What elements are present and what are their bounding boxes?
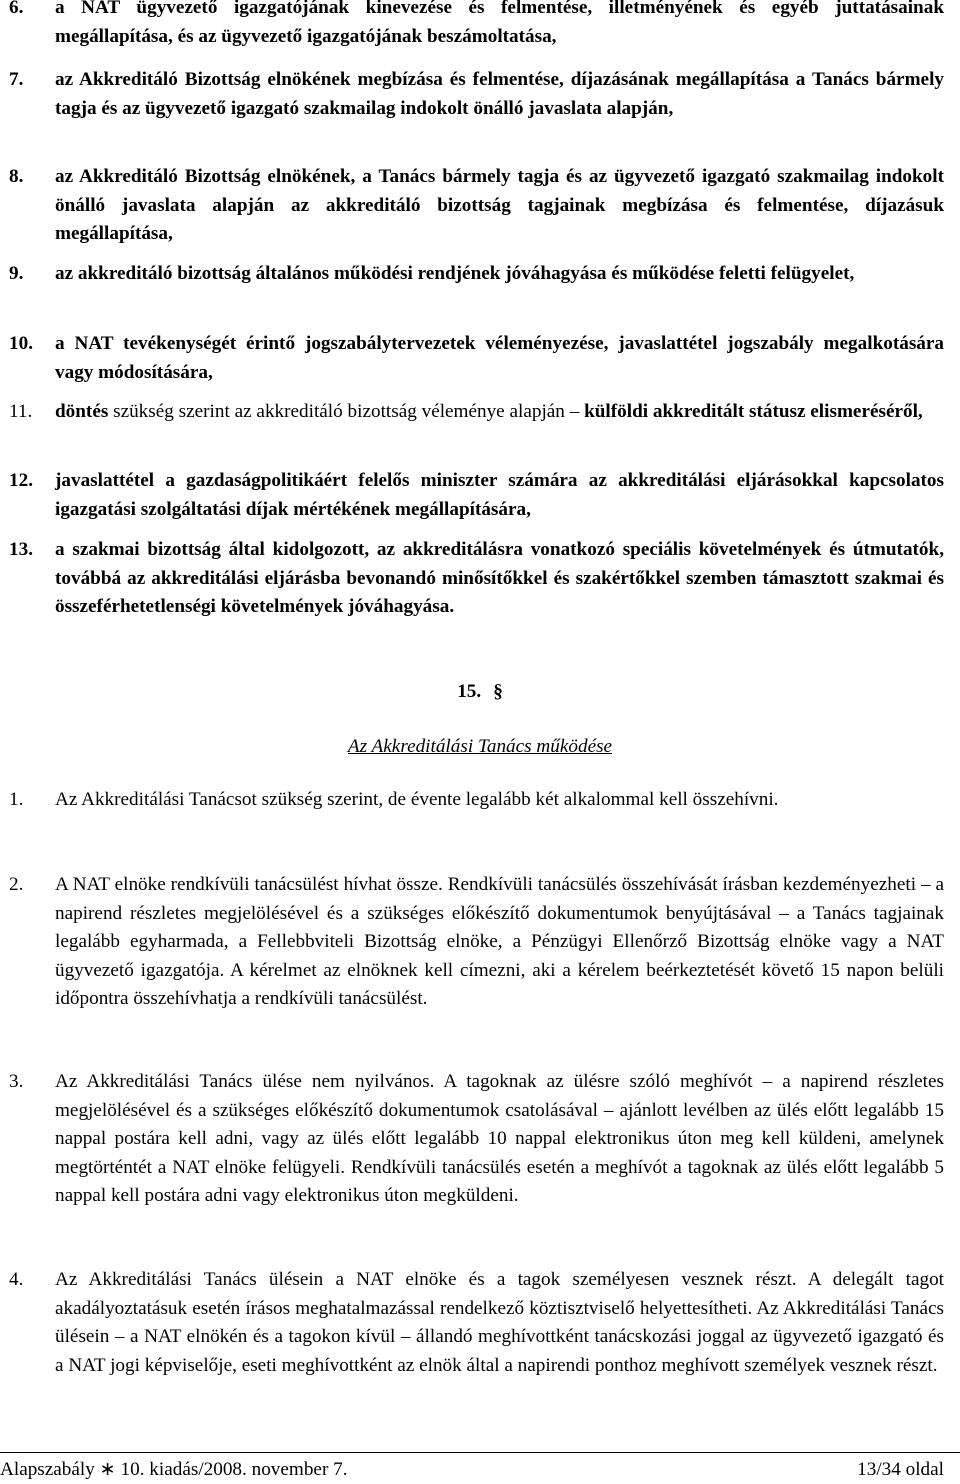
section-symbol: § [493, 681, 503, 702]
item-number: 10. [9, 333, 33, 354]
item-text: az akkreditáló bizottság általános működési rendjének jóváhagyása és működése feletti felügyelet, [55, 263, 855, 284]
paragraph [9, 786, 944, 815]
list-item [9, 398, 944, 427]
item-number: 11. [9, 401, 33, 422]
section-title-row [0, 733, 960, 761]
item-number: 12. [9, 470, 33, 491]
list-item [9, 467, 944, 524]
item-number: 6. [9, 0, 24, 18]
paragraph-number: 1. [9, 789, 24, 810]
item-plain-text: szükség szerint az akkreditáló bizottság véleménye alapján [113, 401, 565, 422]
footer-left [0, 1457, 348, 1483]
item-number: 9. [9, 263, 24, 284]
section-title: Az Akkreditálási Tanács működése [347, 736, 613, 757]
footer-star: ∗ [99, 1459, 116, 1480]
item-number: 7. [9, 69, 24, 90]
item-number: 8. [9, 166, 24, 187]
list-item [9, 0, 944, 51]
footer-edition: 10. kiadás/2008. november 7. [120, 1459, 348, 1480]
item-number: 13. [9, 539, 33, 560]
item-text: a szakmai bizottság által kidolgozott, az akkreditálásra vonatkozó speciális követelmények és útmutatók, továbbá az akkreditálási eljárásba bevonandó minősítőkkel és szakértőkkel szemben támasztott szakmai és összeférhetetlenségi követelmények jóváhagyása. [55, 539, 944, 617]
item-text: az Akkreditáló Bizottság elnökének, a Tanács bármely tagja és az ügyvezető igazgató szakmailag indokolt önálló javaslata alapján az akkreditáló bizottság tagjainak megbízása és felmentése, díjazásuk megállapítása, [55, 166, 944, 244]
item-bold-term: döntés [55, 401, 109, 422]
paragraph-text: Az Akkreditálási Tanácsot szükség szerint, de évente legalább két alkalommal kell összehívni. [55, 789, 779, 810]
item-bold-text: külföldi akkreditált státusz elismeréséről, [584, 401, 923, 422]
paragraph-number: 3. [9, 1071, 24, 1092]
item-text: javaslattétel a gazdaságpolitikáért felelős miniszter számára az akkreditálási eljárásokkal kapcsolatos igazgatási szolgáltatási díjak mértékének megállapítására, [55, 470, 944, 520]
list-item [9, 330, 944, 387]
paragraph [9, 1068, 944, 1211]
list-item [9, 66, 944, 123]
footer-doc-name: Alapszabály [0, 1459, 95, 1480]
item-text: a NAT ügyvezető igazgatójának kinevezése és felmentése, illetményének és egyéb juttatásainak megállapítása, és az ügyvezető igazgatójának beszámoltatása, [55, 0, 944, 47]
item-text: a NAT tevékenységét érintő jogszabálytervezetek véleményezése, javaslattétel jogszabály megalkotására vagy módosítására, [55, 333, 944, 383]
paragraph [9, 871, 944, 1014]
footer-divider [0, 1452, 960, 1453]
list-item [9, 536, 944, 622]
item-text: döntés szükség szerint az akkreditáló bizottság véleménye alapján – külföldi akkreditált státusz elismeréséről, [55, 401, 923, 422]
section-heading [0, 678, 960, 706]
paragraph-number: 4. [9, 1269, 24, 1290]
list-item [9, 163, 944, 249]
paragraph-text: Az Akkreditálási Tanács ülése nem nyilvános. A tagoknak az ülésre szóló meghívót – a napirend részletes megjelölésével és a szükséges előkészítő dokumentumok csatolásával – ajánlott levélben az ülés előtt legalább 15 nappal postára kell adni, vagy az ülés előtt legalább 10 nappal elektronikus úton meg kell küldeni, amelynek megtörténtét a NAT elnöke felügyeli. Rendkívüli tanácsülés esetén a meghívót a tagoknak az ülés előtt legalább 5 nappal kell postára adni vagy elektronikus úton megküldeni. [55, 1071, 944, 1206]
footer-page-number: 13/34 oldal [857, 1459, 944, 1480]
paragraph-text: Az Akkreditálási Tanács ülésein a NAT elnöke és a tagok személyesen vesznek részt. A delegált tagot akadályoztatásuk esetén írásos meghatalmazással rendelkező köztisztviselő helyettesítheti. Az Akkreditálási Tanács ülésein – a NAT elnökén és a tagokon kívül – állandó meghívottként tanácskozási joggal az ügyvezető igazgató és a NAT jogi képviselője, eseti meghívottként az elnök által a napirendi ponthoz meghívott személyek vesznek részt. [55, 1269, 944, 1376]
list-item [9, 260, 944, 289]
paragraph [9, 1266, 944, 1380]
section-number: 15. [457, 681, 482, 702]
item-text: az Akkreditáló Bizottság elnökének megbízása és felmentése, díjazásának megállapítása a Tanács bármely tagja és az ügyvezető igazgató szakmailag indokolt önálló javaslata alapján, [55, 69, 944, 119]
paragraph-text: A NAT elnöke rendkívüli tanácsülést hívhat össze. Rendkívüli tanácsülés összehívását írásban kezdeményezheti – a napirend részletes megjelölésével és a szükséges előkészítő dokumentumok benyújtásával – a Tanács tagjainak legalább egyharmada, a Fellebbviteli Bizottság elnöke, a Pénzügyi Ellenőrző Bizottság elnöke vagy a NAT ügyvezető igazgatója. A kérelmet az elnöknek kell címezni, aki a kérelem beérkeztetését követő 15 napon belüli időpontra összehívhatja a rendkívüli tanácsülést. [55, 874, 944, 1009]
paragraph-number: 2. [9, 874, 24, 895]
